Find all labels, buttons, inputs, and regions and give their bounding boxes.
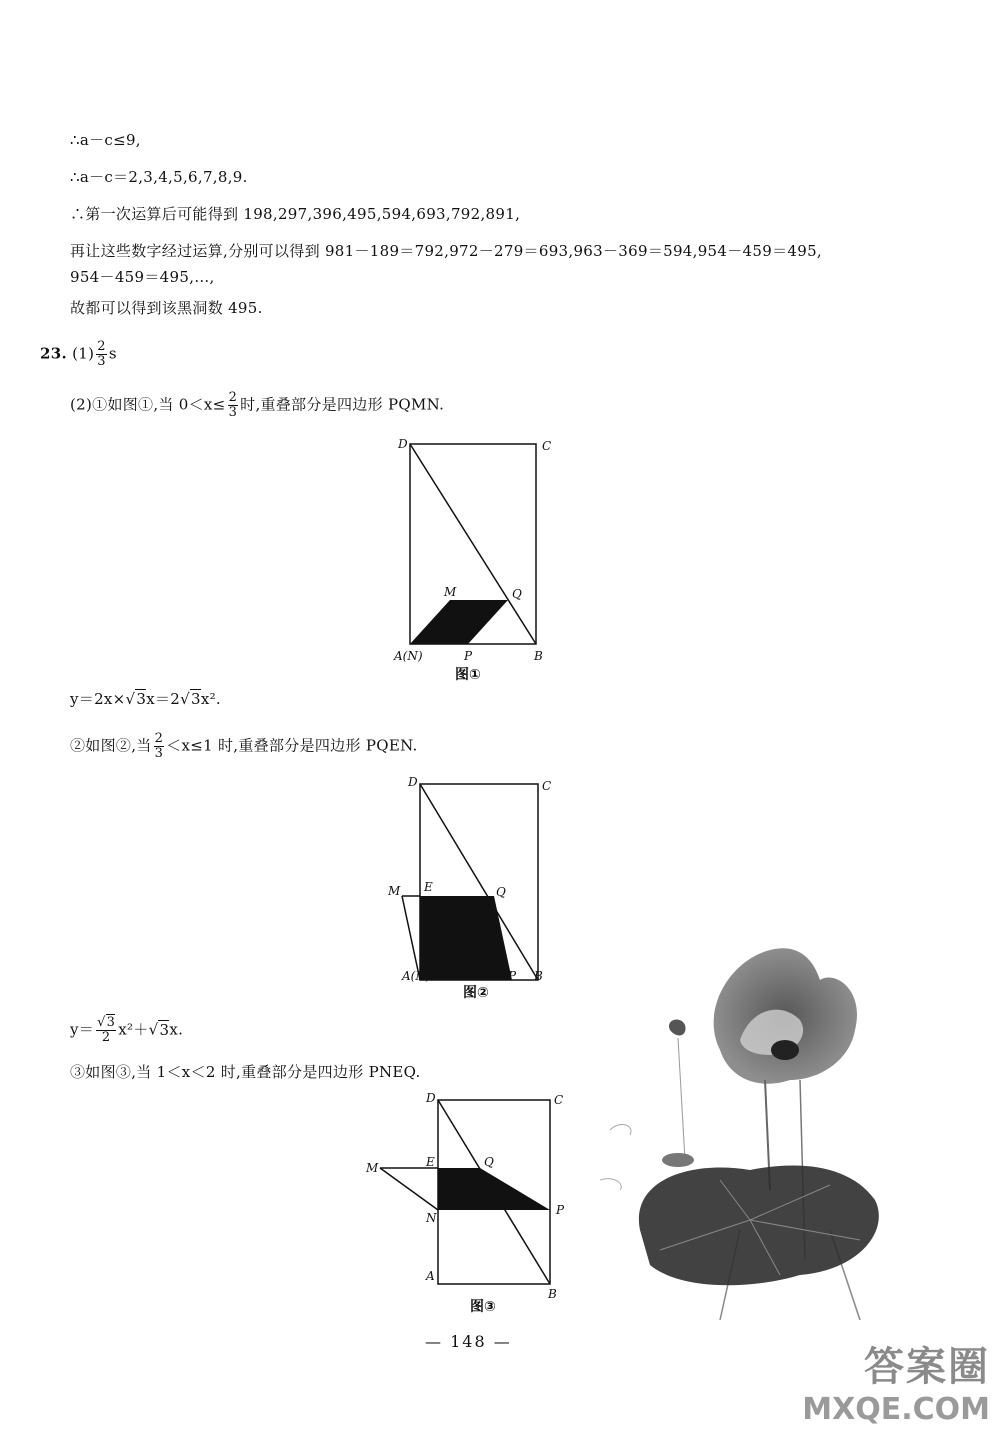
fraction: $\frac{2}{3}$: [97, 339, 106, 369]
label-E: E: [426, 1155, 435, 1169]
label-P: P: [556, 1203, 565, 1217]
label-B: B: [548, 1287, 557, 1301]
label-AN: A(N): [394, 649, 423, 663]
fraction: $\frac{2}{3}$: [228, 390, 238, 420]
label-P: P: [464, 649, 473, 663]
label-Q: Q: [496, 885, 506, 899]
sqrt-sign: √: [125, 690, 136, 708]
label-E: E: [424, 880, 433, 894]
figure-1: [380, 432, 580, 682]
line-3: ∴第一次运算后可能得到 198,297,396,495,594,693,792,891,: [70, 205, 521, 223]
case-3-text: ③如图③,当 1＜x＜2 时,重叠部分是四边形 PNEQ.: [70, 1063, 421, 1081]
fraction: $\frac{2}{3}$: [154, 731, 164, 761]
fraction: $\frac{√3}{2}$: [97, 1015, 116, 1045]
page-number: — 148 —: [425, 1332, 512, 1351]
label-N: N: [426, 1211, 437, 1225]
line-6: 故都可以得到该黑洞数 495.: [70, 299, 263, 317]
label-C: C: [542, 779, 552, 793]
line-1: ∴a－c≤9,: [70, 131, 141, 149]
line-5: 954－459＝495,…,: [70, 268, 215, 286]
label-M: M: [444, 585, 457, 599]
watermark: [802, 1335, 990, 1427]
line-2: ∴a－c＝2,3,4,5,6,7,8,9.: [70, 168, 248, 186]
label-D: D: [398, 437, 408, 451]
label-A: A: [426, 1269, 435, 1283]
label-AN: A(N): [402, 969, 431, 983]
label-Q: Q: [512, 587, 522, 601]
overlap-region: [410, 600, 508, 644]
label-C: C: [554, 1093, 564, 1107]
question-number: 23.: [40, 344, 67, 363]
lotus-illustration: [600, 930, 890, 1320]
line-4: 再让这些数字经过运算,分别可以得到 981－189＝792,972－279＝693,963－369＝594,954－459＝495,: [70, 242, 822, 260]
case-1-text: (2)①如图①,当 0＜x≤ $\frac{2}{3}$ 时,重叠部分是四边形 PQMN.: [70, 390, 445, 420]
label-C: C: [542, 439, 552, 453]
overlap-region: [438, 1168, 550, 1210]
formula-1: y＝2x×√3x＝2√3x².: [70, 690, 222, 708]
figure-2-caption: 图②: [463, 985, 489, 1001]
label-M: M: [366, 1161, 379, 1175]
watermark-en: MXQE.COM: [802, 1392, 990, 1427]
label-Q: Q: [484, 1155, 494, 1169]
figure-2: [380, 772, 580, 992]
label-D: D: [426, 1091, 436, 1105]
formula-2: y＝ $\frac{√3}{2}$ x²＋√3x.: [70, 1015, 184, 1045]
figure-1-caption: 图①: [455, 667, 481, 683]
label-B: B: [534, 649, 543, 663]
label-D: D: [408, 775, 418, 789]
label-B: B: [534, 969, 543, 983]
figure-3-caption: 图③: [470, 1299, 496, 1315]
overlap-region: [420, 896, 512, 980]
figure-3: [360, 1088, 580, 1308]
watermark-cn: 答案圈: [864, 1344, 990, 1390]
case-2-text: ②如图②,当 $\frac{2}{3}$ ＜x≤1 时,重叠部分是四边形 PQEN.: [70, 731, 418, 761]
label-M: M: [388, 884, 401, 898]
question-23-part1: 23. (1) $\frac{2}{3}$ s: [40, 339, 117, 369]
label-P: P: [508, 969, 517, 983]
